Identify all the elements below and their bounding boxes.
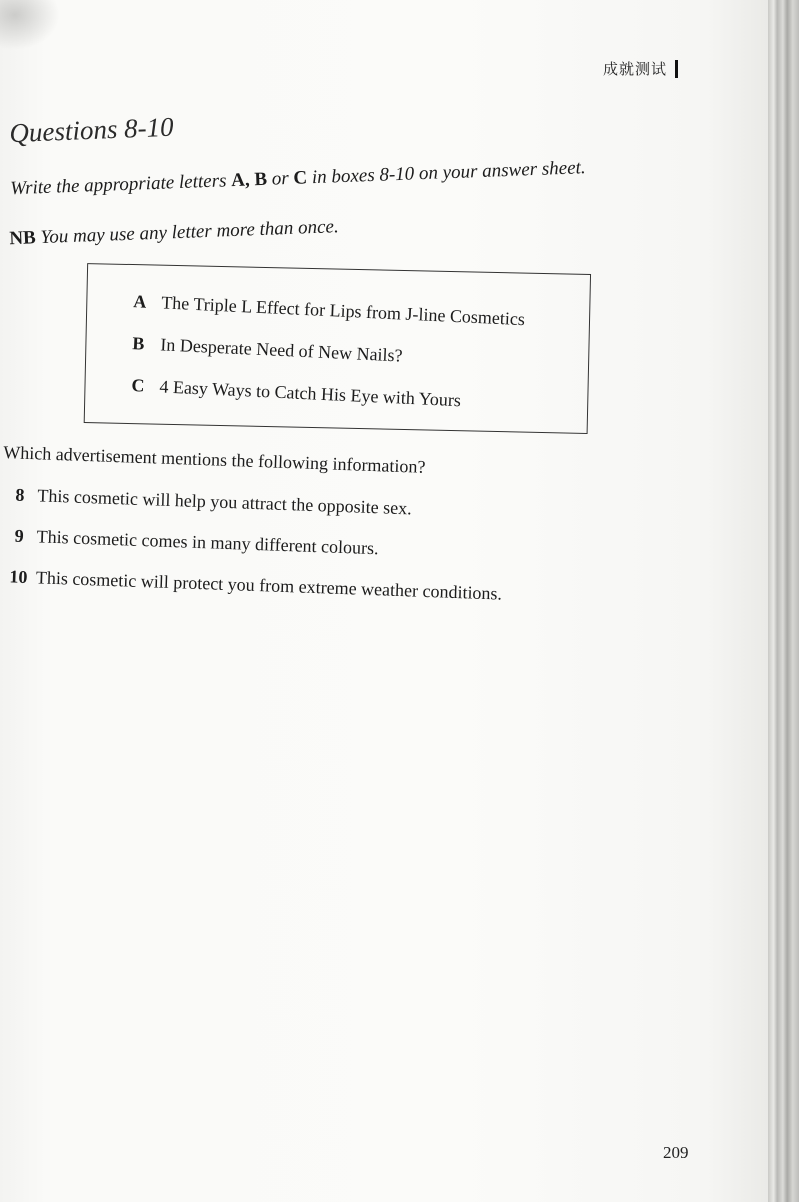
question-text: This cosmetic comes in many different colours. (36, 526, 379, 559)
question-item-10 (1, 566, 503, 604)
book-page-edges (768, 0, 799, 1202)
page-number: 209 (663, 1143, 689, 1162)
instruction-letters-ab: A, B (230, 168, 268, 192)
option-a (133, 291, 525, 330)
section-heading: Questions 8-10 (8, 111, 175, 149)
option-b (132, 333, 403, 366)
nb-label: NB (9, 227, 37, 250)
question-item-9 (1, 525, 379, 559)
instruction-or: or (266, 167, 294, 190)
options-box (84, 263, 591, 434)
option-text: 4 Easy Ways to Catch His Eye with Yours (159, 376, 462, 411)
instruction-letter-c: C (293, 167, 308, 189)
option-text: In Desperate Need of New Nails? (159, 334, 404, 366)
question-number: 9 (14, 525, 25, 546)
nb-text: You may use any letter more than once. (35, 216, 340, 249)
instruction-text-end: in boxes 8-10 on your answer sheet. (306, 157, 586, 189)
option-letter: A (132, 291, 147, 312)
question-text: This cosmetic will help you attract the opposite sex. (37, 485, 413, 519)
question-text: This cosmetic will protect you from extreme weather conditions. (35, 567, 503, 604)
question-number: 8 (15, 484, 25, 505)
option-letter: C (131, 375, 145, 396)
option-letter: B (131, 333, 145, 354)
option-text: The Triple L Effect for Lips from J-line Cosmetics (160, 292, 526, 330)
question-number: 10 (9, 566, 28, 588)
option-c (131, 375, 461, 411)
question-prompt: Which advertisement mentions the following information? (2, 442, 426, 477)
running-head-text: 成就测试 (602, 62, 667, 78)
question-item-8 (2, 484, 412, 519)
instruction-line-2 (9, 216, 339, 250)
instruction-line-1 (10, 157, 586, 200)
instruction-text: Write the appropriate letters (9, 170, 232, 200)
